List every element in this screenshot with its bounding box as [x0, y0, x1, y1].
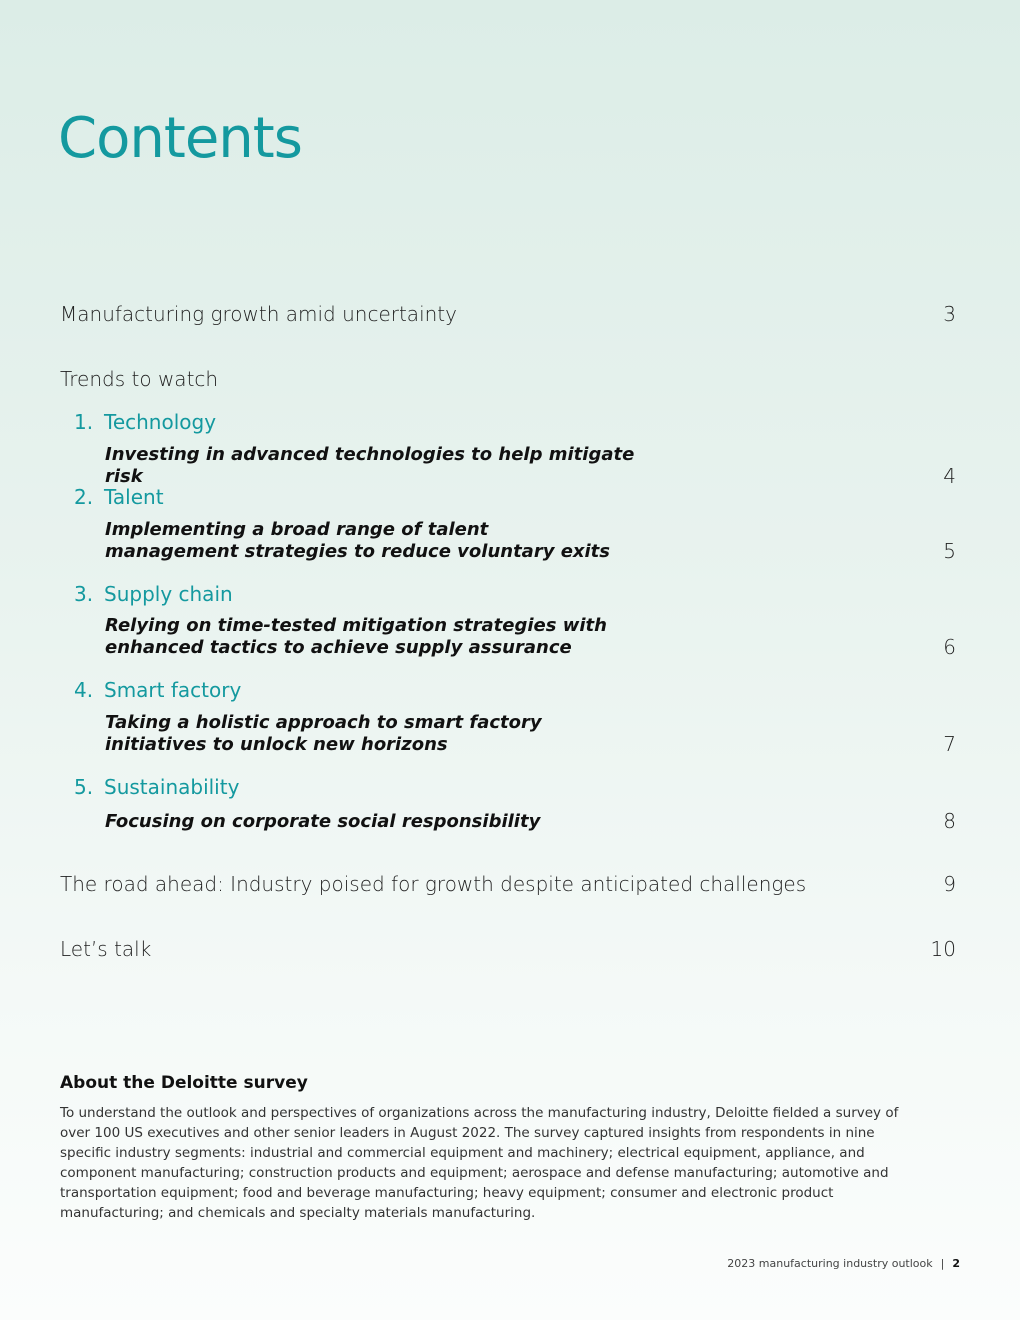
- trend-description: Taking a holistic approach to smart factory initiatives to unlock new horizons: [105, 712, 542, 755]
- footer-doc-title: 2023 manufacturing industry outlook: [727, 1257, 933, 1270]
- toc-entry-lets-talk[interactable]: [60, 937, 956, 961]
- toc-trend-entry[interactable]: [105, 444, 956, 488]
- page-footer: [727, 1257, 960, 1270]
- toc-page-number: 6: [943, 635, 956, 659]
- page-title: Contents: [58, 106, 302, 171]
- toc-trend-smart-factory[interactable]: [74, 678, 241, 702]
- toc-entry-label: Let’s talk: [60, 937, 152, 961]
- toc-section-label: Trends to watch: [60, 367, 219, 391]
- toc-trend-technology[interactable]: [74, 410, 216, 434]
- trend-title: Sustainability: [104, 775, 240, 799]
- trend-title: Technology: [104, 410, 217, 434]
- trend-title: Talent: [104, 485, 164, 509]
- trend-number: 1.: [74, 410, 94, 434]
- trend-number: 5.: [74, 775, 94, 799]
- about-survey-heading: About the Deloitte survey: [60, 1073, 308, 1093]
- trend-number: 2.: [74, 485, 94, 509]
- toc-trend-talent[interactable]: [74, 485, 164, 509]
- trend-number: 4.: [74, 678, 94, 702]
- toc-trend-supply-chain[interactable]: [74, 582, 233, 606]
- trend-number: 3.: [74, 582, 94, 606]
- toc-page-number: 9: [943, 872, 956, 896]
- footer-separator: |: [940, 1257, 945, 1270]
- toc-page-number: 10: [930, 937, 956, 961]
- toc-entry-label: Manufacturing growth amid uncertainty: [60, 302, 457, 326]
- toc-page-number: 7: [943, 732, 956, 756]
- toc-section-trends: [60, 367, 956, 391]
- toc-trend-entry[interactable]: [105, 615, 956, 659]
- toc-page-number: 5: [943, 539, 956, 563]
- toc-entry-road-ahead[interactable]: [60, 872, 956, 896]
- footer-page-number: 2: [952, 1257, 960, 1270]
- trend-description: Relying on time-tested mitigation strategies with enhanced tactics to achieve supply assurance: [105, 615, 607, 658]
- toc-trend-sustainability[interactable]: [74, 775, 239, 799]
- trend-description: Implementing a broad range of talent management strategies to reduce voluntary exits: [105, 519, 611, 562]
- toc-trend-entry[interactable]: [105, 712, 956, 756]
- toc-trend-entry[interactable]: [105, 809, 956, 833]
- about-survey-text: To understand the outlook and perspectives of organizations across the manufacturing industry, Deloitte fielded a survey of over 100 US executives and other senior leaders in August 2022. The survey captured insights from respondents in nine specific industry segments: industrial and commercial equipment and machinery; electrical equipment, appliance, and component manufacturing; construction products and equipment; aerospace and defense manufacturing; automotive and transportation equipment; food and beverage manufacturing; heavy equipment; consumer and electronic product manufacturing; and chemicals and specialty materials manufacturing.: [60, 1105, 899, 1221]
- toc-trend-entry[interactable]: [105, 519, 956, 563]
- trend-description: Investing in advanced technologies to help mitigate risk: [105, 444, 635, 487]
- trend-description: Focusing on corporate social responsibility: [105, 811, 541, 832]
- toc-page-number: 3: [943, 302, 956, 326]
- trend-title: Smart factory: [104, 678, 242, 702]
- toc-entry-growth[interactable]: [60, 302, 956, 326]
- trend-title: Supply chain: [104, 582, 233, 606]
- toc-entry-label: The road ahead: Industry poised for growth despite anticipated challenges: [60, 872, 807, 896]
- toc-page-number: 8: [943, 809, 956, 833]
- toc-page-number: 4: [943, 464, 956, 488]
